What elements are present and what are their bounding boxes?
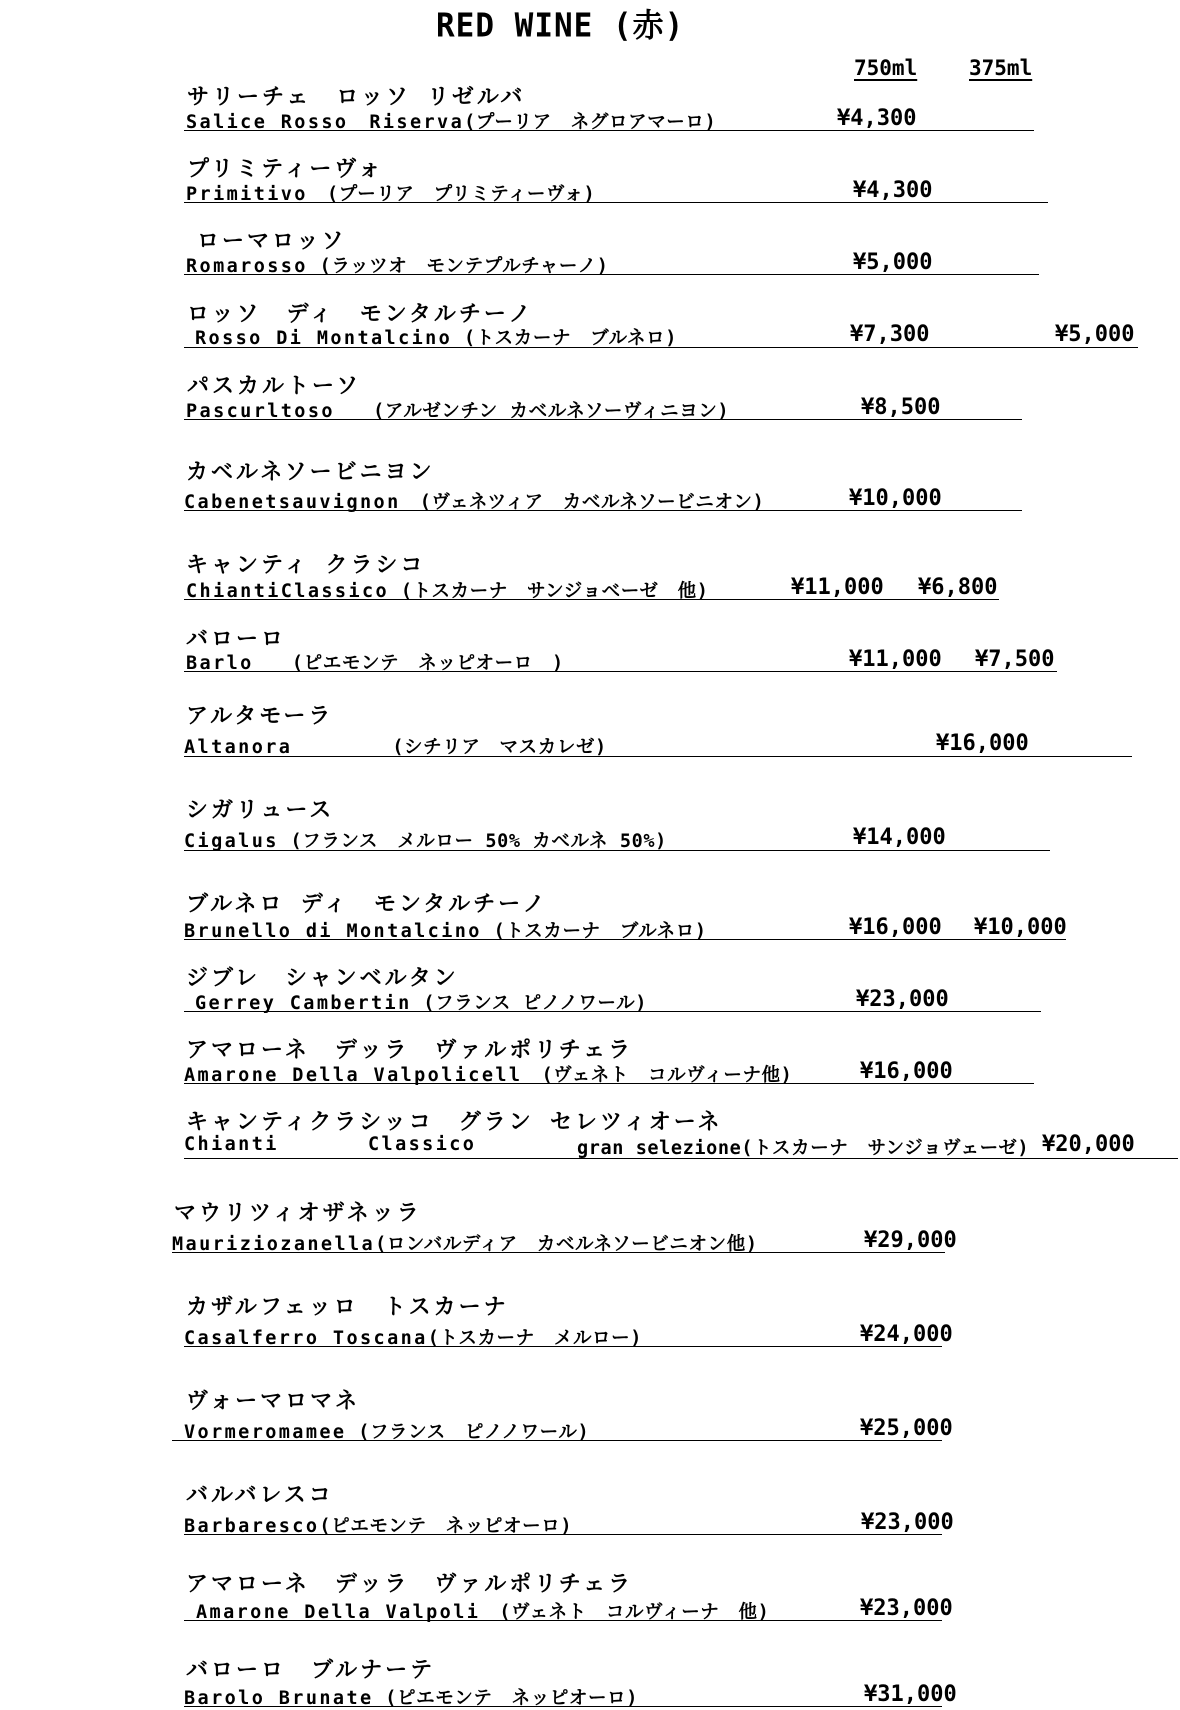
divider	[172, 1440, 942, 1441]
price-750: ¥11,000	[791, 575, 884, 600]
wine-name-en: Amarone Della Valpoli (ヴェネト コルヴィーナ 他)	[196, 1602, 770, 1623]
price-750: ¥10,000	[849, 486, 942, 511]
divider	[184, 130, 1034, 131]
price-750: ¥4,300	[853, 178, 933, 203]
wine-name-jp: サリーチェ ロッソ リゼルバ	[187, 85, 526, 110]
divider	[184, 756, 1132, 757]
wine-name-jp: バローロ ブルナーテ	[186, 1658, 436, 1683]
wine-name-jp: バローロ	[186, 627, 287, 652]
wine-name-jp: ジブレ シャンベルタン	[186, 966, 459, 991]
divider	[184, 274, 1039, 275]
wine-name-en: Cigalus (フランス メルロー 50% カベルネ 50%)	[184, 831, 667, 852]
divider	[184, 850, 1050, 851]
divider	[184, 1083, 1034, 1084]
wine-name-en-classico: Classico	[368, 1134, 477, 1155]
divider	[184, 671, 1057, 672]
price-375: ¥10,000	[974, 915, 1067, 940]
wine-name-en: Altanora (シチリア マスカレゼ)	[184, 737, 607, 758]
wine-name-en: Brunello di Montalcino (トスカーナ ブルネロ)	[184, 921, 707, 942]
price-375: ¥7,500	[975, 647, 1055, 672]
price-375: ¥5,000	[1055, 322, 1135, 347]
divider	[184, 599, 999, 600]
wine-name-en: Vormeromamee (フランス ピノノワール)	[184, 1422, 590, 1443]
divider	[184, 1620, 942, 1621]
wine-name-en: Romarosso (ラッツオ モンテプルチャーノ)	[186, 256, 609, 277]
wine-name-en: ChiantiClassico (トスカーナ サンジョベーゼ 他)	[186, 581, 709, 602]
price-750: ¥16,000	[849, 915, 942, 940]
wine-name-jp: アルタモーラ	[186, 704, 334, 729]
divider	[184, 1011, 1041, 1012]
wine-name-jp: キャンティ クラシコ	[186, 553, 426, 578]
divider	[184, 510, 1022, 511]
wine-name-jp: ブルネロ ディ モンタルチーノ	[186, 892, 548, 917]
wine-name-en: Casalferro Toscana(トスカーナ メルロー)	[184, 1328, 642, 1349]
price-750: ¥11,000	[849, 647, 942, 672]
divider	[184, 202, 1048, 203]
price-750: ¥7,300	[850, 322, 930, 347]
wine-name-jp: プリミティーヴォ	[187, 157, 384, 182]
wine-name-jp: ヴォーマロマネ	[186, 1389, 361, 1414]
divider	[184, 1706, 942, 1707]
price-750: ¥4,300	[837, 106, 917, 131]
price-750: ¥16,000	[860, 1059, 953, 1084]
divider	[184, 419, 1022, 420]
price-375: ¥6,800	[918, 575, 998, 600]
wine-name-jp: キャンティクラシッコ グラン セレツィオーネ	[186, 1110, 723, 1135]
price-750: ¥31,000	[864, 1682, 957, 1707]
divider	[184, 939, 1066, 940]
wine-name-en: Salice Rosso Riserva(プーリア ネグロアマーロ)	[186, 112, 717, 133]
wine-name-en: Cabenetsauvignon (ヴェネツィア カベルネソービニオン)	[184, 492, 765, 513]
divider	[184, 1346, 942, 1347]
wine-name-jp: アマローネ デッラ ヴァルポリチェラ	[186, 1572, 634, 1597]
divider	[184, 1534, 942, 1535]
wine-name-en: Pascurltoso (アルゼンチン カベルネソーヴィニヨン)	[186, 401, 730, 422]
wine-name-jp: バルバレスコ	[186, 1483, 334, 1508]
price-750: ¥23,000	[861, 1510, 954, 1535]
price-750: ¥20,000	[1042, 1132, 1135, 1157]
wine-name-jp: ローマロッソ	[197, 229, 347, 254]
wine-name-en: Barolo Brunate (ピエモンテ ネッピオーロ)	[184, 1688, 638, 1709]
header-375ml: 375ml	[969, 56, 1033, 80]
price-750: ¥23,000	[856, 987, 949, 1012]
price-750: ¥29,000	[864, 1228, 957, 1253]
wine-name-en: Primitivo (プーリア プリミティーヴォ)	[186, 184, 596, 205]
wine-name-jp: ロッソ ディ モンタルチーノ	[187, 302, 534, 327]
wine-name-en: Amarone Della Valpolicell (ヴェネト コルヴィーナ他)	[184, 1065, 793, 1086]
wine-name-en: Gerrey Cambertin (フランス ピノノワール)	[195, 993, 647, 1014]
wine-name-en: Mauriziozanella(ロンバルディア カベルネソービニオン他)	[172, 1234, 758, 1255]
wine-name-jp: パスカルトーソ	[187, 374, 362, 399]
wine-name-en: Barlo (ピエモンテ ネッピオーロ )	[186, 653, 564, 674]
price-750: ¥8,500	[861, 395, 941, 420]
divider	[184, 347, 1138, 348]
price-750: ¥16,000	[936, 731, 1029, 756]
wine-name-en-selezione: gran selezione(トスカーナ サンジョヴェーゼ)	[577, 1138, 1030, 1159]
wine-name-en: Barbaresco(ピエモンテ ネッピオーロ)	[184, 1516, 573, 1537]
price-750: ¥5,000	[853, 250, 933, 275]
page-title: RED WINE (赤)	[436, 7, 685, 46]
wine-name-jp: マウリツィオザネッラ	[174, 1201, 422, 1226]
price-750: ¥14,000	[853, 825, 946, 850]
wine-name-jp: アマローネ デッラ ヴァルポリチェラ	[186, 1038, 634, 1063]
price-750: ¥25,000	[860, 1416, 953, 1441]
header-750ml: 750ml	[854, 56, 918, 80]
price-750: ¥24,000	[860, 1322, 953, 1347]
wine-name-jp: カベルネソービニヨン	[186, 460, 435, 485]
divider	[172, 1252, 945, 1253]
wine-name-en: Chianti	[184, 1134, 279, 1155]
wine-name-jp: カザルフェッロ トスカーナ	[186, 1295, 509, 1320]
divider	[184, 1158, 1178, 1159]
price-750: ¥23,000	[860, 1596, 953, 1621]
wine-name-en: Rosso Di Montalcino (トスカーナ ブルネロ)	[195, 328, 677, 349]
wine-name-jp: シガリュース	[186, 798, 335, 823]
